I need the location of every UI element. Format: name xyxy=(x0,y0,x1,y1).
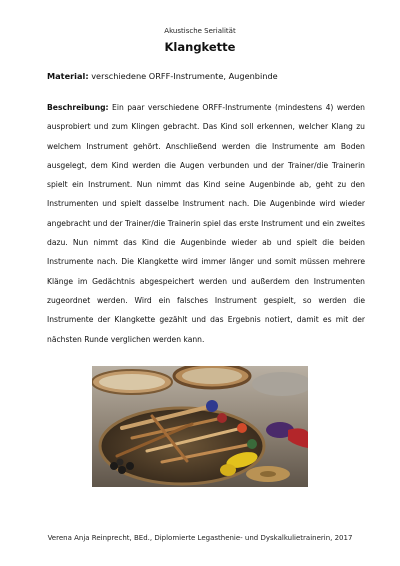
description-label: Beschreibung: xyxy=(47,103,109,112)
document-footer: Verena Anja Reinprecht, BEd., Diplomierte Legasthenie- und Dyskalkulietrainerin, 2017 xyxy=(47,534,353,542)
description-text: Ein paar verschiedene ORFF-Instrumente (mindestens 4) werden ausprobiert und zum Klingen gebracht. Das Kind soll erkennen, welcher Klang zu welchem Instrument gehört. Anschließend werden die Instrumente am Boden ausgelegt, dem Kind werden die Augen verbunden und der Trainer/die Trainerin spielt ein Instrument. Nun nimmt das Kind seine Augenbinde ab, geht zu den Instrumenten und spielt dasselbe Instrument nach. Die Augenbinde wird wieder angebracht und der Trainer/die Trainerin spiel das erste Instrument und ein zweites dazu. Nun nimmt das Kind die Augenbinde wieder ab und spielt die beiden Instrumente nach. Die Klangkette wird immer länger und somit müssen mehrere Klänge im Gedächtnis abgespeichert werden und außerdem den Instrumenten zugeordnet werden. Wird ein falsches Instrument gespielt, so werden die Instrumente der Klangkette gezählt und das Ergebnis notiert, damit es mit der nächsten Runde verglichen werden kann. xyxy=(47,103,365,344)
page-title: Klangkette xyxy=(164,40,236,54)
material-label: Material: xyxy=(47,71,89,81)
document-header: Akustische Serialität xyxy=(164,27,236,35)
material-line xyxy=(47,71,367,81)
instruments-illustration xyxy=(92,366,308,487)
material-text: verschiedene ORFF-Instrumente, Augenbinde xyxy=(91,71,278,81)
description-paragraph xyxy=(47,98,365,349)
instruments-photo xyxy=(92,366,308,487)
